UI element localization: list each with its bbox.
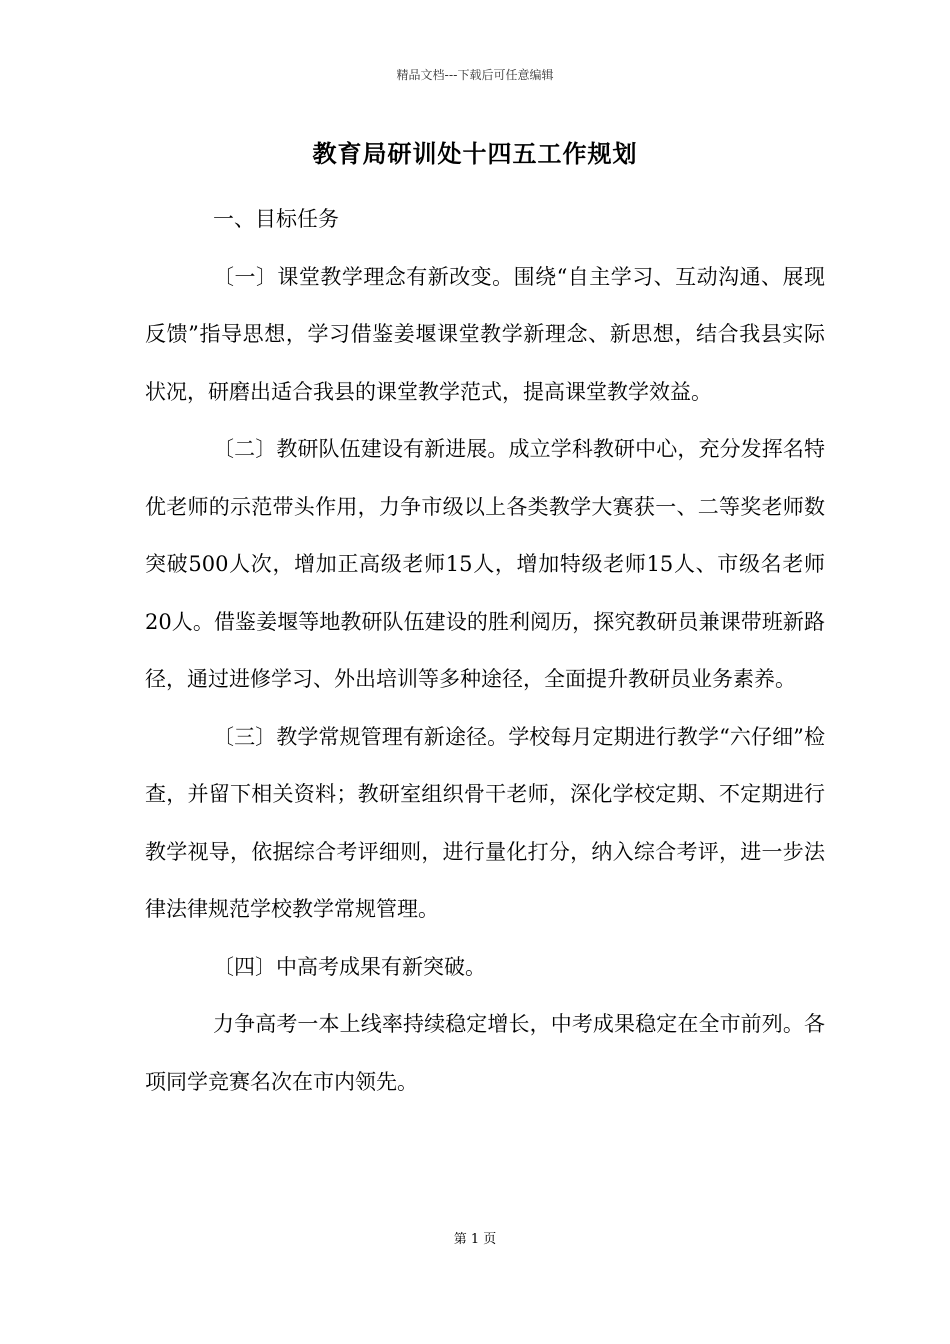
paragraph-1: 〔一〕课堂教学理念有新改变。围绕“自主学习、互动沟通、展现反馈”指导思想，学习借鉴姜堰课堂教学新理念、新思想，结合我县实际状况，研磨出适合我县的课堂教学范式，提高课堂教学效益。 xyxy=(145,264,825,404)
paragraph-2: 〔二〕教研队伍建设有新进展。成立学科教研中心，充分发挥名特优老师的示范带头作用，力争市级以上各类教学大赛获一、二等奖老师数突破500人次，增加正高级老师15人，增加特级老师15人、市级名老师20人。借鉴姜堰等地教研队伍建设的胜利阅历，探究教研员兼课带班新路径，通过进修学习、外出培训等多种途径，全面提升教研员业务素养。 xyxy=(145,437,825,691)
page-number: 第 1 页 xyxy=(453,1232,497,1247)
paragraph-5: 力争高考一本上线率持续稳定增长，中考成果稳定在全市前列。各项同学竞赛名次在市内领先。 xyxy=(145,1012,825,1094)
paragraph-4: 〔四〕中高考成果有新突破。 xyxy=(213,954,486,979)
document-title: 教育局研训处十四五工作规划 xyxy=(312,139,638,168)
section-heading: 一、目标任务 xyxy=(213,207,339,231)
paragraph-3: 〔三〕教学常规管理有新途径。学校每月定期进行教学“六仔细”检查，并留下相关资料；教研室组织骨干老师，深化学校定期、不定期进行教学视导，依据综合考评细则，进行量化打分，纳入综合考评，进一步法律法律规范学校教学常规管理。 xyxy=(145,724,825,921)
page-header: 精品文档---下载后可任意编辑 xyxy=(396,68,554,82)
document-body xyxy=(145,191,825,1111)
